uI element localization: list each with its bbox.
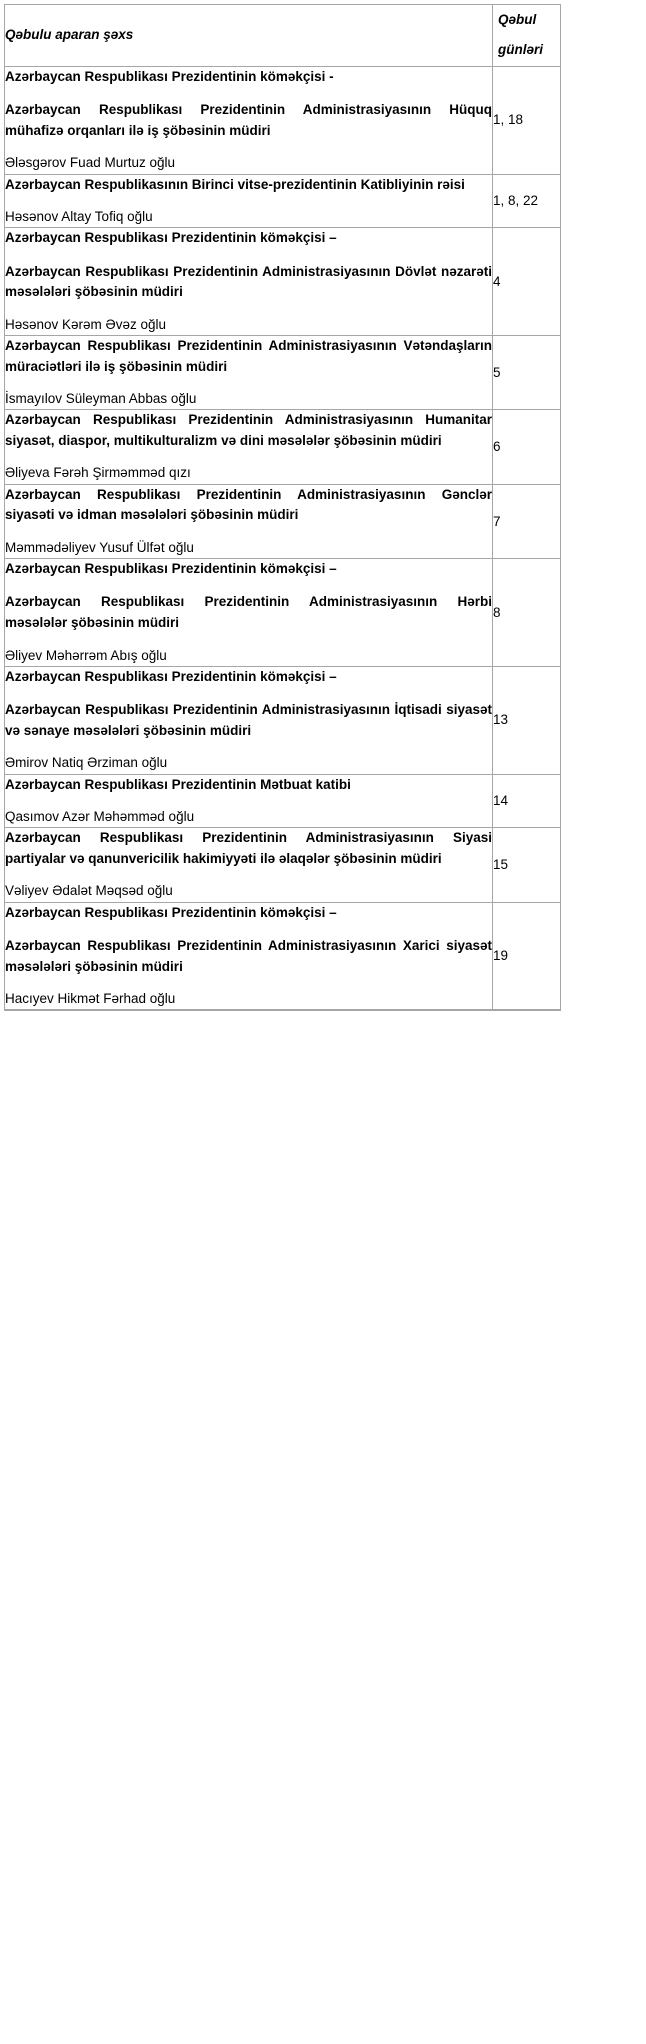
person-cell [5,774,493,828]
person-name: Ələsgərov Fuad Murtuz oğlu [5,155,175,171]
position-title-body: Azərbaycan Respublikası Prezidentinin Administrasiyasının Siyasi partiyalar və qanunvericilik hakimiyyəti ilə əlaqələr şöbəsinin müdiri [5,830,492,866]
table-row [5,174,561,228]
reception-days-cell: 14 [493,774,561,828]
person-name: İsmayılov Süleyman Abbas oğlu [5,391,197,407]
table-row [5,66,561,174]
position-title-intro: Azərbaycan Respublikası Prezidentinin köməkçisi – [5,560,337,576]
reception-days-cell: 15 [493,828,561,902]
position-title-intro: Azərbaycan Respublikası Prezidentinin köməkçisi – [5,904,337,920]
reception-days-cell: 19 [493,902,561,1010]
position-title-intro: Azərbaycan Respublikası Prezidentinin köməkçisi – [5,668,337,684]
position-title-body: Azərbaycan Respublikası Prezidentinin Administrasiyasının Hüquq mühafizə orqanları ilə iş şöbəsinin müdiri [5,102,492,138]
column-header-person [5,5,493,67]
position-title-intro: Azərbaycan Respublikası Prezidentinin köməkçisi - [5,68,334,84]
person-cell [5,336,493,410]
reception-days-cell: 1, 8, 22 [493,174,561,228]
position-title-body: Azərbaycan Respublikasının Birinci vitse-prezidentinin Katibliyinin rəisi [5,176,465,192]
table-row [5,902,561,1010]
reception-days-cell: 7 [493,484,561,558]
person-cell [5,558,493,666]
person-cell [5,484,493,558]
position-title-body: Azərbaycan Respublikası Prezidentinin Administrasiyasının Dövlət nəzarəti məsələləri şöbəsinin müdiri [5,263,492,300]
person-cell [5,902,493,1010]
table-row [5,774,561,828]
person-name: Həsənov Kərəm Əvəz oğlu [5,316,166,332]
reception-days-cell: 8 [493,558,561,666]
person-name: Əmirov Natiq Ərziman oğlu [5,755,168,771]
line-spacer [5,249,492,262]
person-name: Həsənov Altay Tofiq oğlu [5,209,153,225]
person-cell [5,228,493,336]
position-title-body: Azərbaycan Respublikası Prezidentinin Administrasiyasının Hərbi məsələlər şöbəsinin müdiri [5,594,492,630]
line-spacer [5,687,492,700]
reception-days-cell: 4 [493,228,561,336]
line-spacer [5,87,492,100]
person-cell [5,174,493,228]
table-body [5,66,561,1011]
person-cell [5,666,493,774]
person-cell [5,828,493,902]
column-header-days-label-line2: günləri [498,42,544,58]
person-name: Vəliyev Ədalət Məqsəd oğlu [5,883,173,899]
line-spacer [5,923,492,936]
reception-days-cell: 1, 18 [493,66,561,174]
table-row [5,228,561,336]
position-title-body: Azərbaycan Respublikası Prezidentinin Administrasiyasının Humanitar siyasət, diaspor, multikulturalizm və dini məsələlər şöbəsinin müdiri [5,412,492,448]
table-row [5,828,561,902]
person-name: Məmmədəliyev Yusuf Ülfət oğlu [5,539,194,555]
column-header-person-label: Qəbulu aparan şəxs [5,27,134,43]
table-row [5,484,561,558]
table-row [5,666,561,774]
person-cell [5,410,493,484]
person-cell [5,66,493,174]
table-row [5,336,561,410]
person-cell [5,1010,493,1011]
person-name: Əliyeva Fərəh Şirməmməd qızı [5,465,191,481]
table-header [5,5,561,67]
reception-days-cell: 13 [493,666,561,774]
position-title-body: Azərbaycan Respublikası Prezidentinin Administrasiyasının Xarici siyasət məsələləri şöbəsinin müdiri [5,938,492,974]
person-name: Əliyev Məhərrəm Abış oğlu [5,647,167,663]
person-name: Hacıyev Hikmət Fərhad oğlu [5,991,176,1007]
column-header-days [493,5,561,67]
person-name: Qasımov Azər Məhəmməd oğlu [5,809,195,825]
reception-days-cell: 6 [493,410,561,484]
position-title-body: Azərbaycan Respublikası Prezidentinin Administrasiyasının Gənclər siyasəti və idman məsələləri şöbəsinin müdiri [5,486,492,523]
table-row [5,558,561,666]
line-spacer [5,579,492,592]
reception-days-cell [493,1010,561,1011]
reception-schedule-table [4,4,561,1011]
position-title-body: Azərbaycan Respublikası Prezidentinin Administrasiyasının İqtisadi siyasət və sənaye məsələləri şöbəsinin müdiri [5,702,492,738]
table-row [5,410,561,484]
position-title-body: Azərbaycan Respublikası Prezidentinin Administrasiyasının Vətəndaşların müraciətləri ilə iş şöbəsinin müdiri [5,338,492,374]
reception-days-cell: 5 [493,336,561,410]
document-page [0,4,646,2044]
column-header-days-label-line1: Qəbul [498,12,537,27]
table-row-partial [5,1010,561,1011]
position-title-intro: Azərbaycan Respublikası Prezidentinin köməkçisi – [5,230,337,246]
table-header-row [5,5,561,67]
position-title-body: Azərbaycan Respublikası Prezidentinin Mətbuat katibi [5,776,351,792]
